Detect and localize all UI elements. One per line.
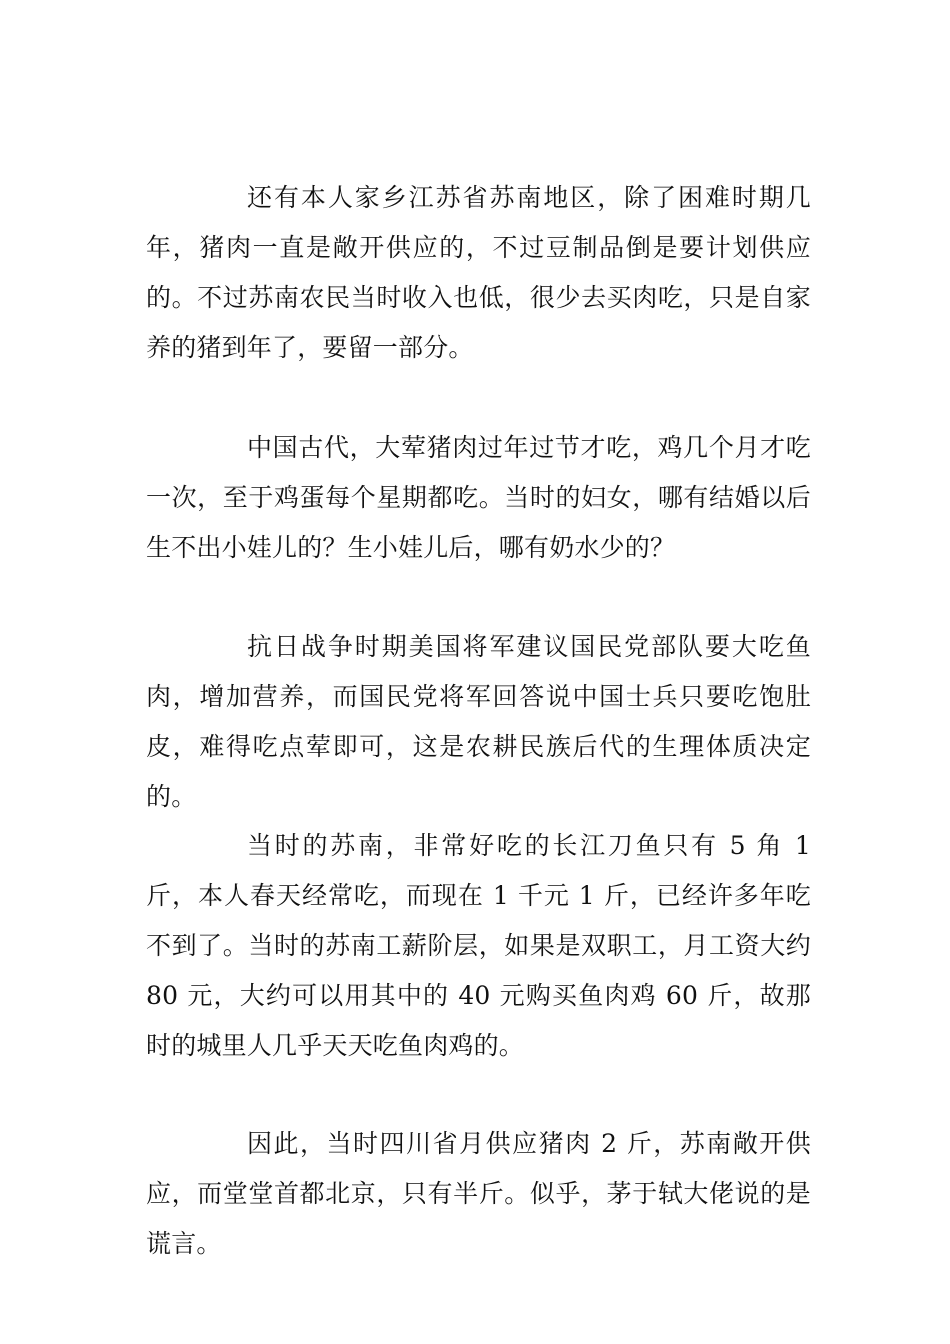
paragraph-jiangsu-pork-supply: 还有本人家乡江苏省苏南地区，除了困难时期几年，猪肉一直是敞开供应的，不过豆制品倒是要计划供应的。不过苏南农民当时收入也低，很少去买肉吃，只是自家养的猪到年了，要留一部分。 [146, 183, 811, 362]
paragraph-conclusion: 因此，当时四川省月供应猪肉 2 斤，苏南敞开供应，而堂堂首都北京，只有半斤。似乎，茅于轼大佬说的是谎言。 [146, 1129, 811, 1258]
paragraph-anti-japanese-war: 抗日战争时期美国将军建议国民党部队要大吃鱼肉，增加营养，而国民党将军回答说中国士兵只要吃饱肚皮，难得吃点荤即可，这是农耕民族后代的生理体质决定的。 [146, 632, 811, 811]
paragraph-ancient-china-diet: 中国古代，大荤猪肉过年过节才吃，鸡几个月才吃一次，至于鸡蛋每个星期都吃。当时的妇女，哪有结婚以后生不出小娃儿的？生小娃儿后，哪有奶水少的？ [146, 433, 811, 562]
paragraph-sunan-fish-prices: 当时的苏南，非常好吃的长江刀鱼只有 5 角 1 斤，本人春天经常吃，而现在 1 千元 1 斤，已经许多年吃不到了。当时的苏南工薪阶层，如果是双职工，月工资大约 80 元，大约可以用其中的 40 元购买鱼肉鸡 60 斤，故那时的城里人几乎天天吃鱼肉鸡的。 [146, 831, 811, 1060]
